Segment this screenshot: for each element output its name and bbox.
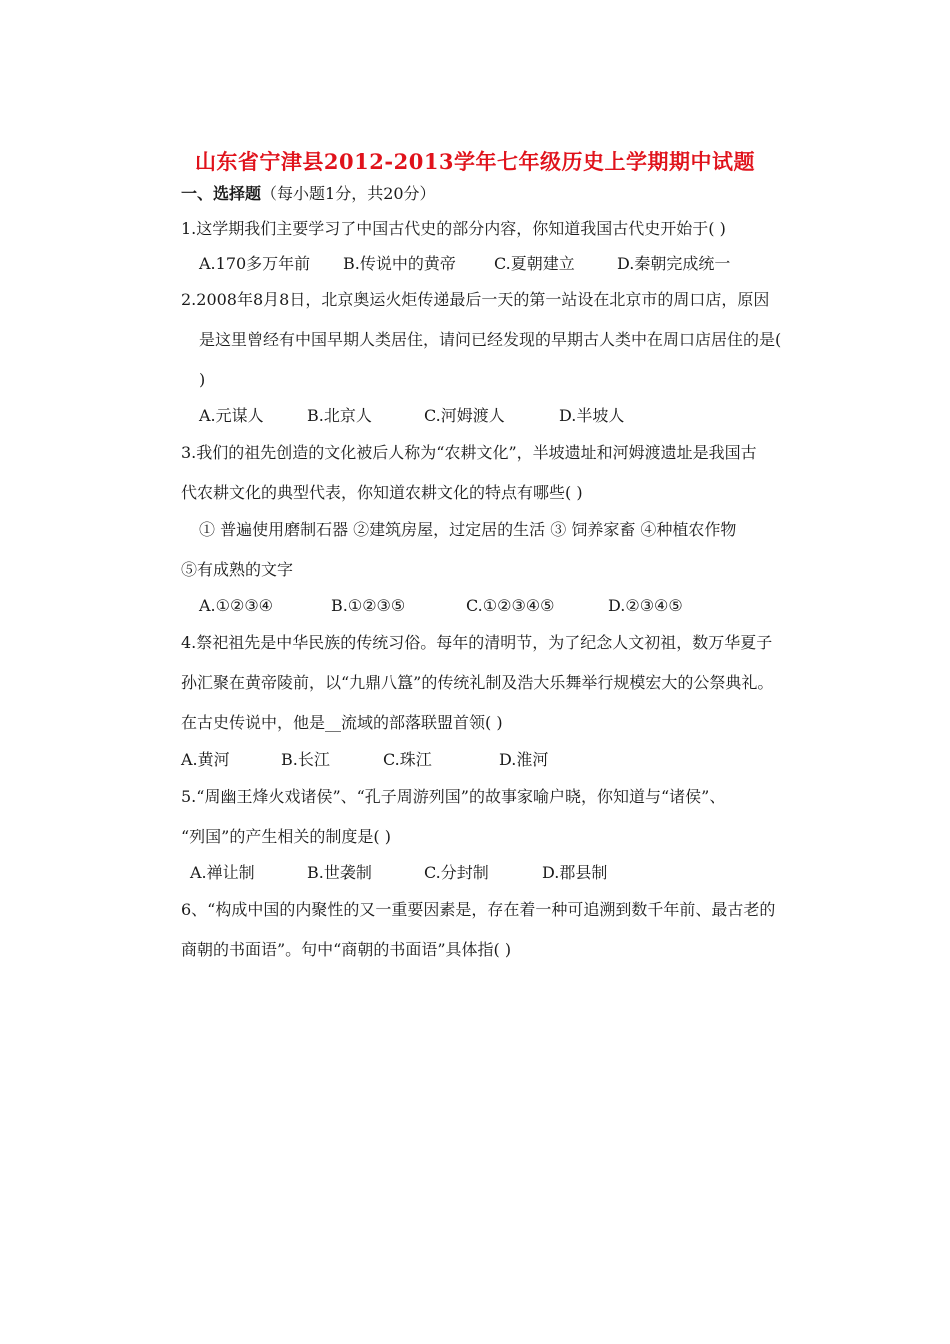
question-4-line-3: 在古史传说中，他是__流域的部落联盟首领( ) bbox=[181, 713, 503, 732]
question-3-option-c: C.①②③④⑤ bbox=[466, 596, 555, 615]
question-3-option-d: D.②③④⑤ bbox=[608, 596, 683, 615]
question-6-line-1: 6、“构成中国的内聚性的又一重要因素是，存在着一种可追溯到数千年前、最古老的 bbox=[181, 900, 776, 919]
question-3-option-a: A.①②③④ bbox=[199, 596, 274, 615]
question-2-line-1: 2.2008年8月8日，北京奥运火炬传递最后一天的第一站设在北京市的周口店，原因 bbox=[181, 290, 770, 309]
question-5-line-2: “列国”的产生相关的制度是( ) bbox=[181, 827, 391, 846]
exam-title: 山东省宁津县2012-2013学年七年级历史上学期期中试题 bbox=[194, 149, 756, 174]
question-5-option-c: C.分封制 bbox=[424, 863, 489, 882]
question-2-option-c: C.河姆渡人 bbox=[424, 406, 505, 425]
question-4-option-a: A.黄河 bbox=[181, 750, 230, 769]
question-1-option-c: C.夏朝建立 bbox=[494, 254, 575, 273]
question-2-option-a: A.元谋人 bbox=[199, 406, 264, 425]
question-4-option-b: B.长江 bbox=[281, 750, 330, 769]
question-4-line-1: 4.祭祀祖先是中华民族的传统习俗。每年的清明节，为了纪念人文初祖，数万华夏子 bbox=[181, 633, 773, 652]
question-3-option-b: B.①②③⑤ bbox=[331, 596, 406, 615]
section-heading-label: 一、选择题 bbox=[181, 184, 262, 203]
question-2-line-3: ) bbox=[199, 370, 206, 389]
question-3-line-2: 代农耕文化的典型代表，你知道农耕文化的特点有哪些( ) bbox=[181, 483, 583, 502]
question-4-option-c: C.珠江 bbox=[383, 750, 432, 769]
question-6-line-2: 商朝的书面语”。句中“商朝的书面语”具体指( ) bbox=[181, 940, 512, 959]
question-2-option-d: D.半坡人 bbox=[559, 406, 625, 425]
question-4-line-2: 孙汇聚在黄帝陵前，以“九鼎八簋”的传统礼制及浩大乐舞举行规模宏大的公祭典礼。 bbox=[181, 673, 774, 692]
question-5-line-1: 5.“周幽王烽火戏诸侯”、“孔子周游列国”的故事家喻户晓，你知道与“诸侯”、 bbox=[181, 787, 726, 806]
question-2-option-b: B.北京人 bbox=[307, 406, 372, 425]
question-1-option-d: D.秦朝完成统一 bbox=[617, 254, 731, 273]
question-1-stem: 1.这学期我们主要学习了中国古代史的部分内容，你知道我国古代史开始于( ) bbox=[181, 219, 726, 238]
question-1-option-a: A.170多万年前 bbox=[199, 254, 311, 273]
section-heading-note: （每小题1分，共20分） bbox=[261, 184, 436, 203]
question-3-line-1: 3.我们的祖先创造的文化被后人称为“农耕文化”，半坡遗址和河姆渡遗址是我国古 bbox=[181, 443, 757, 462]
question-5-option-d: D.郡县制 bbox=[542, 863, 608, 882]
question-4-option-d: D.淮河 bbox=[499, 750, 549, 769]
question-1-option-b: B.传说中的黄帝 bbox=[343, 254, 456, 273]
question-3-items-line-2: ⑤有成熟的文字 bbox=[181, 560, 294, 579]
section-heading bbox=[181, 184, 436, 204]
question-5-option-a: A.禅让制 bbox=[190, 863, 255, 882]
question-5-option-b: B.世袭制 bbox=[307, 863, 372, 882]
question-2-line-2: 是这里曾经有中国早期人类居住，请问已经发现的早期古人类中在周口店居住的是( bbox=[199, 330, 782, 349]
question-3-items-line-1: ① 普遍使用磨制石器 ②建筑房屋，过定居的生活 ③ 饲养家畜 ④种植农作物 bbox=[199, 520, 737, 539]
